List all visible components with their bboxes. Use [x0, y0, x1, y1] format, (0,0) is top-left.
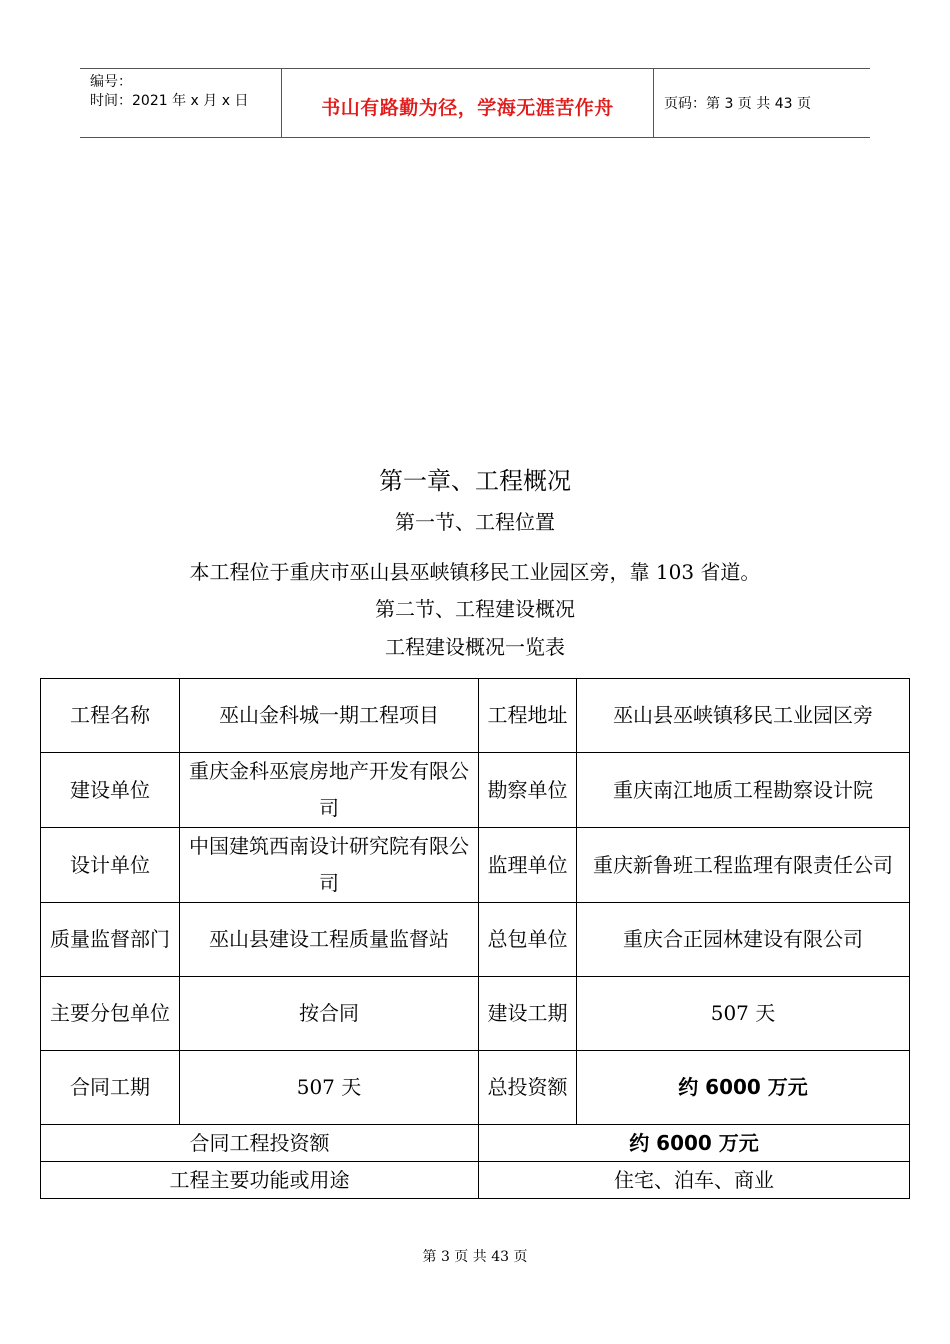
section-1-text: 本工程位于重庆市巫山县巫峡镇移民工业园区旁，靠 103 省道。 [189, 560, 761, 584]
table-cell-label: 总投资额 [479, 1051, 577, 1125]
doc-date-label: 时间：2021 年 x 月 x 日 [90, 93, 249, 109]
table-cell-value: 巫山金科城一期工程项目 [180, 679, 479, 753]
table-cell-label: 建设单位 [41, 753, 180, 828]
doc-number-label: 编号： [90, 74, 132, 90]
table-cell-value: 巫山县巫峡镇移民工业园区旁 [577, 679, 910, 753]
table-cell-label: 工程名称 [41, 679, 180, 753]
section-2-title: 第二节、工程建设概况 [375, 597, 575, 621]
table-row [41, 1051, 910, 1125]
table-row-wide [41, 1162, 910, 1199]
table-row [41, 977, 910, 1051]
table-cell-value: 重庆合正园林建设有限公司 [577, 903, 910, 977]
header-meta-cell [80, 69, 282, 137]
table-row [41, 903, 910, 977]
page-header [80, 68, 870, 138]
table-row [41, 679, 910, 753]
table-row-wide [41, 1125, 910, 1162]
table-cell-label: 合同工期 [41, 1051, 180, 1125]
page-footer: 第 3 页 共 43 页 [422, 1249, 528, 1265]
table-cell-value: 507 天 [577, 977, 910, 1051]
table-cell-value: 中国建筑西南设计研究院有限公司 [180, 828, 479, 903]
table-cell-value: 按合同 [180, 977, 479, 1051]
table-cell-label: 监理单位 [479, 828, 577, 903]
table-cell-value: 巫山县建设工程质量监督站 [180, 903, 479, 977]
table-cell-value: 重庆新鲁班工程监理有限责任公司 [577, 828, 910, 903]
project-overview-table [40, 678, 910, 1199]
header-page-number: 页码：第 3 页 共 43 页 [664, 96, 811, 112]
table-cell-label: 工程地址 [479, 679, 577, 753]
header-page-cell [654, 69, 870, 137]
table-cell-value: 重庆金科巫宸房地产开发有限公司 [180, 753, 479, 828]
table-title: 工程建设概况一览表 [385, 635, 565, 659]
section-1-title: 第一节、工程位置 [395, 510, 555, 534]
chapter-title: 第一章、工程概况 [379, 467, 571, 495]
table-cell-value: 住宅、泊车、商业 [479, 1162, 910, 1199]
table-row [41, 828, 910, 903]
header-motto: 书山有路勤为径，学海无涯苦作舟 [321, 97, 614, 119]
table-cell-label: 设计单位 [41, 828, 180, 903]
table-cell-label: 工程主要功能或用途 [41, 1162, 479, 1199]
table-cell-value: 约 6000 万元 [479, 1125, 910, 1162]
table-row [41, 753, 910, 828]
table-cell-label: 建设工期 [479, 977, 577, 1051]
header-motto-cell [282, 69, 654, 137]
table-cell-label: 勘察单位 [479, 753, 577, 828]
table-cell-value: 507 天 [180, 1051, 479, 1125]
table-cell-label: 主要分包单位 [41, 977, 180, 1051]
table-cell-label: 质量监督部门 [41, 903, 180, 977]
table-cell-value: 约 6000 万元 [577, 1051, 910, 1125]
table-cell-value: 重庆南江地质工程勘察设计院 [577, 753, 910, 828]
table-cell-label: 总包单位 [479, 903, 577, 977]
table-cell-label: 合同工程投资额 [41, 1125, 479, 1162]
